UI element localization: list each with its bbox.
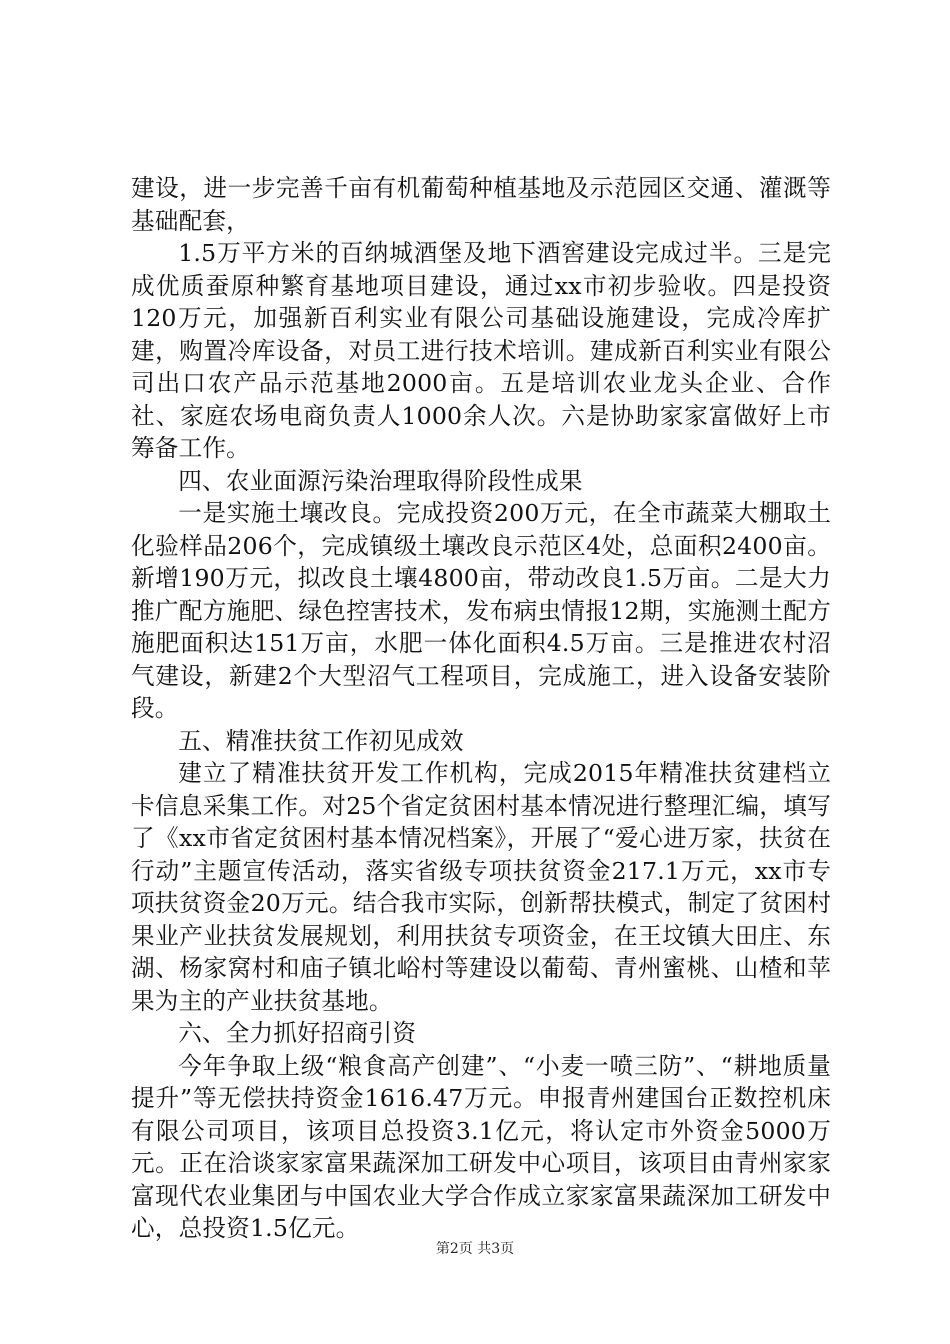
section-heading-5: 五、精准扶贫工作初见成效 bbox=[178, 726, 464, 755]
paragraph-5: 今年争取上级“粮食高产创建”、“小麦一喷三防”、“耕地质量提升”等无偿扶持资金1616.47万元。申报青州建国台正数控机床有限公司项目，该项目总投资3.1亿元，将认定市外资金5000万元。正在洽谈家家富果蔬深加工研发中心项目，该项目由青州家家富现代农业集团与中国农业大学合作成立家家富果蔬深加工研发中心，总投资1.5亿元。 bbox=[131, 1051, 831, 1242]
section-heading-6: 六、全力抓好招商引资 bbox=[178, 1019, 417, 1047]
paragraph-4: 建立了精准扶贫开发工作机构，完成2015年精准扶贫建档立卡信息采集工作。对25个省定贫困村基本情况进行整理汇编，填写了《xx市省定贫困村基本情况档案》，开展了“爱心进万家，扶贫在行动”主题宣传活动，落实省级专项扶贫资金217.1万元，xx市专项扶贫资金20万元。结合我市实际，创新帮扶模式，制定了贫困村果业产业扶贫发展规划，利用扶贫专项资金，在王坟镇大田庄、东湖、杨家窝村和庙子镇北峪村等建设以葡萄、青州蜜桃、山楂和苹果为主的产业扶贫基地。 bbox=[131, 759, 831, 1015]
paragraph-2: 1.5万平方米的百纳城酒堡及地下酒窖建设完成过半。三是完成优质蚕原种繁育基地项目建设，通过xx市初步验收。四是投资120万元，加强新百利实业有限公司基础设施建设，完成冷库扩建，购置冷库设备，对员工进行技术培训。建成新百利实业有限公司出口农产品示范基地2000亩。五是培训农业龙头企业、合作社、家庭农场电商负责人1000余人次。六是协助家家富做好上市筹备工作。 bbox=[131, 239, 831, 462]
page-number-label: 第2页 共3页 bbox=[435, 1241, 515, 1257]
page-footer bbox=[0, 1240, 950, 1258]
section-heading-4: 四、农业面源污染治理取得阶段性成果 bbox=[178, 466, 583, 495]
paragraph-3: 一是实施土壤改良。完成投资200万元，在全市蔬菜大棚取土化验样品206个，完成镇级土壤改良示范区4处，总面积2400亩。新增190万元，拟改良土壤4800亩，带动改良1.5万亩。二是大力推广配方施肥、绿色控害技术，发布病虫情报12期，实施测土配方施肥面积达151万亩，水肥一体化面积4.5万亩。三是推进农村沼气建设，新建2个大型沼气工程项目，完成施工，进入设备安装阶段。 bbox=[131, 499, 831, 722]
paragraph-1: 建设，进一步完善千亩有机葡萄种植基地及示范园区交通、灌溉等基础配套， bbox=[131, 174, 831, 235]
document-body bbox=[131, 172, 831, 1245]
